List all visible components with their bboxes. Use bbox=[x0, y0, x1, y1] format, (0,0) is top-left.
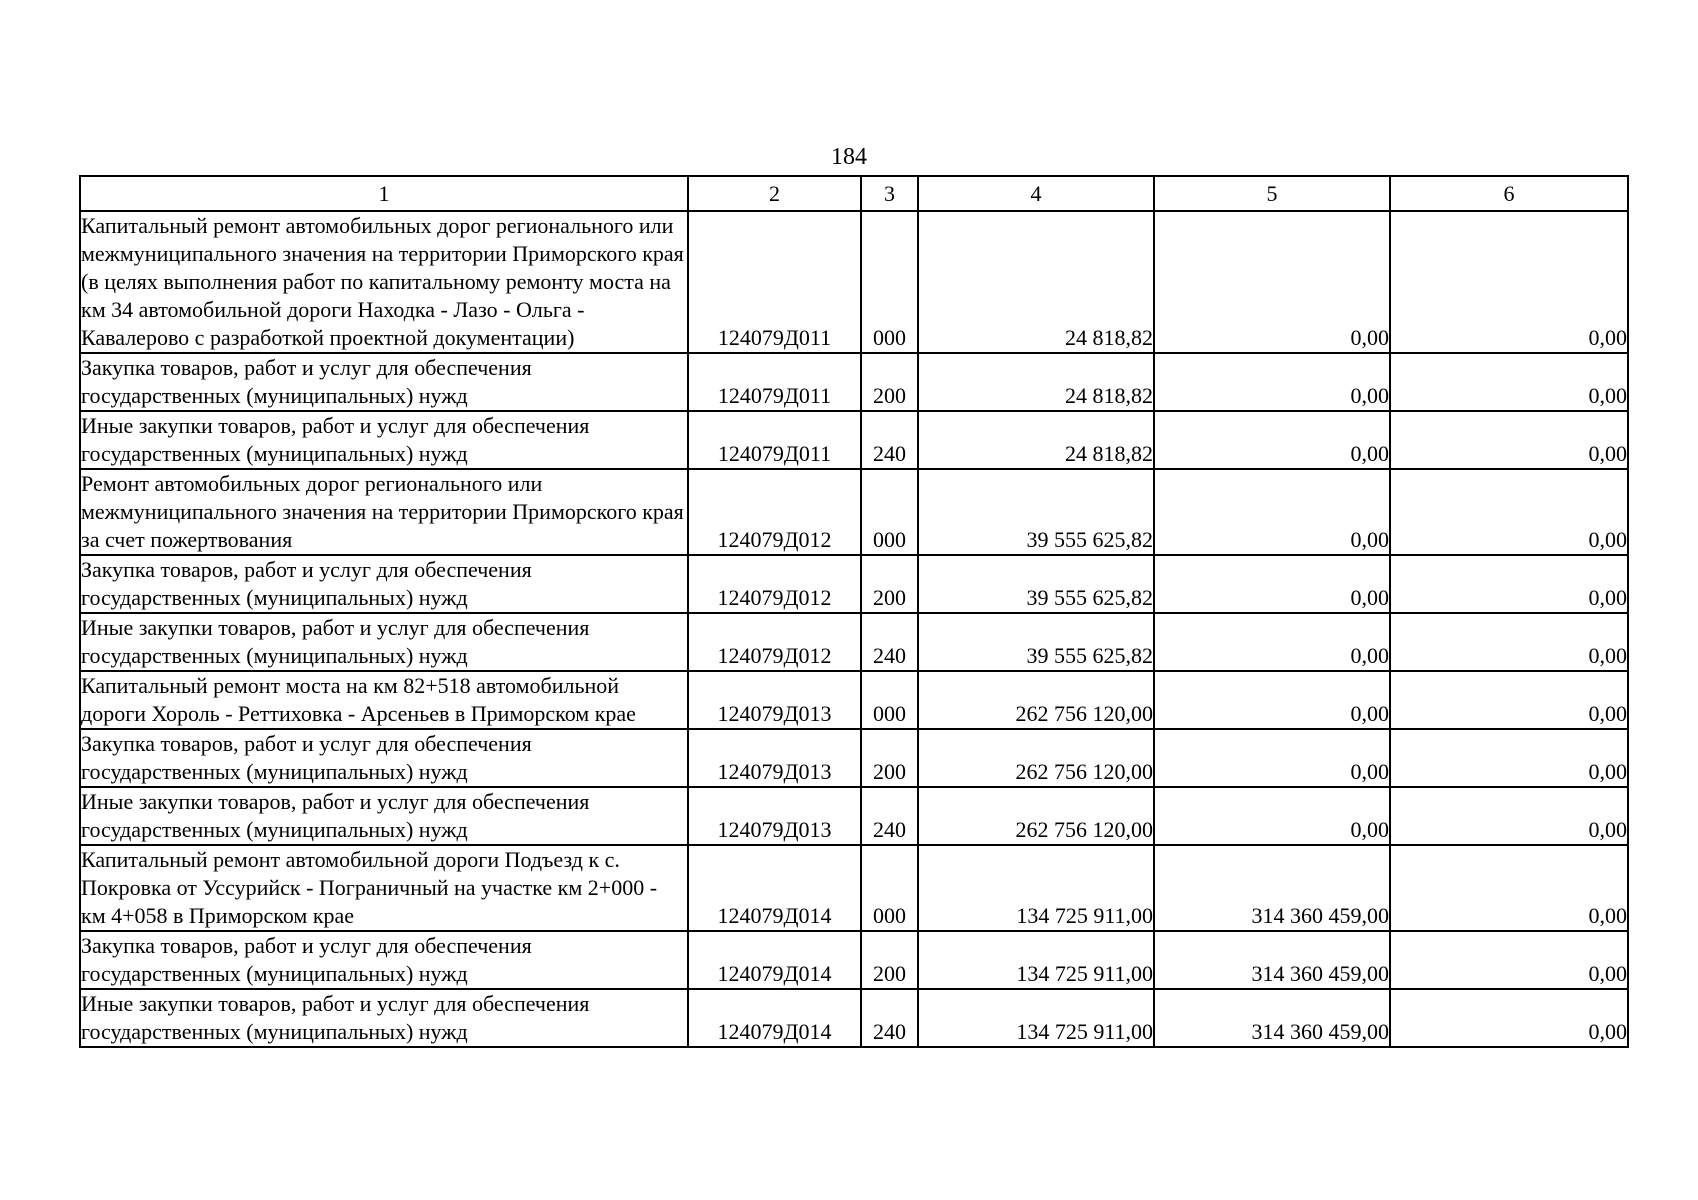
row-name: Капитальный ремонт моста на км 82+518 автомобильной дороги Хороль - Реттиховка - Арсеньев в Приморском крае bbox=[80, 671, 688, 729]
column-header-4: 4 bbox=[918, 176, 1154, 211]
row-expense-type: 200 bbox=[861, 555, 918, 613]
row-target-code: 124079Д013 bbox=[688, 729, 861, 787]
row-target-code: 124079Д013 bbox=[688, 671, 861, 729]
row-name: Иные закупки товаров, работ и услуг для обеспечения государственных (муниципальных) нужд bbox=[80, 787, 688, 845]
row-target-code: 124079Д012 bbox=[688, 469, 861, 555]
row-amount-col6: 0,00 bbox=[1390, 555, 1628, 613]
row-amount-col6: 0,00 bbox=[1390, 353, 1628, 411]
table-body bbox=[80, 211, 1628, 1047]
row-amount-col4: 134 725 911,00 bbox=[918, 845, 1154, 931]
row-expense-type: 000 bbox=[861, 469, 918, 555]
row-target-code: 124079Д012 bbox=[688, 613, 861, 671]
row-name: Закупка товаров, работ и услуг для обеспечения государственных (муниципальных) нужд bbox=[80, 729, 688, 787]
table-row bbox=[80, 729, 1628, 787]
table-row bbox=[80, 931, 1628, 989]
row-amount-col4: 262 756 120,00 bbox=[918, 671, 1154, 729]
row-expense-type: 200 bbox=[861, 931, 918, 989]
row-expense-type: 200 bbox=[861, 353, 918, 411]
row-amount-col5: 314 360 459,00 bbox=[1154, 845, 1390, 931]
row-amount-col5: 0,00 bbox=[1154, 671, 1390, 729]
table-row bbox=[80, 787, 1628, 845]
row-target-code: 124079Д014 bbox=[688, 845, 861, 931]
row-amount-col4: 134 725 911,00 bbox=[918, 931, 1154, 989]
column-header-3: 3 bbox=[861, 176, 918, 211]
row-amount-col5: 314 360 459,00 bbox=[1154, 931, 1390, 989]
table-row bbox=[80, 845, 1628, 931]
row-amount-col6: 0,00 bbox=[1390, 989, 1628, 1047]
row-name: Закупка товаров, работ и услуг для обеспечения государственных (муниципальных) нужд bbox=[80, 353, 688, 411]
row-amount-col4: 24 818,82 bbox=[918, 211, 1154, 353]
row-amount-col5: 0,00 bbox=[1154, 787, 1390, 845]
row-target-code: 124079Д014 bbox=[688, 989, 861, 1047]
row-target-code: 124079Д012 bbox=[688, 555, 861, 613]
page-number: 184 bbox=[831, 144, 867, 170]
table-row bbox=[80, 411, 1628, 469]
row-amount-col4: 24 818,82 bbox=[918, 411, 1154, 469]
row-amount-col6: 0,00 bbox=[1390, 787, 1628, 845]
header-row bbox=[80, 176, 1628, 211]
column-header-1: 1 bbox=[80, 176, 688, 211]
row-amount-col6: 0,00 bbox=[1390, 671, 1628, 729]
row-target-code: 124079Д014 bbox=[688, 931, 861, 989]
row-amount-col6: 0,00 bbox=[1390, 411, 1628, 469]
row-amount-col4: 262 756 120,00 bbox=[918, 787, 1154, 845]
row-name: Капитальный ремонт автомобильных дорог регионального или межмуниципального значения на территории Приморского края (в целях выполнения работ по капитальному ремонту моста на км 34 автомобильной дороги Находка - Лазо - Ольга - Кавалерово с разработкой проектной документации) bbox=[80, 211, 688, 353]
row-amount-col4: 39 555 625,82 bbox=[918, 555, 1154, 613]
row-expense-type: 000 bbox=[861, 671, 918, 729]
row-expense-type: 000 bbox=[861, 211, 918, 353]
row-expense-type: 200 bbox=[861, 729, 918, 787]
table-row bbox=[80, 613, 1628, 671]
budget-table bbox=[79, 175, 1629, 1048]
row-target-code: 124079Д013 bbox=[688, 787, 861, 845]
column-header-5: 5 bbox=[1154, 176, 1390, 211]
row-amount-col4: 262 756 120,00 bbox=[918, 729, 1154, 787]
row-target-code: 124079Д011 bbox=[688, 411, 861, 469]
row-amount-col5: 0,00 bbox=[1154, 469, 1390, 555]
table-row bbox=[80, 211, 1628, 353]
row-expense-type: 240 bbox=[861, 411, 918, 469]
row-amount-col6: 0,00 bbox=[1390, 931, 1628, 989]
row-amount-col5: 0,00 bbox=[1154, 211, 1390, 353]
row-name: Иные закупки товаров, работ и услуг для обеспечения государственных (муниципальных) нужд bbox=[80, 989, 688, 1047]
row-expense-type: 240 bbox=[861, 613, 918, 671]
row-amount-col4: 39 555 625,82 bbox=[918, 469, 1154, 555]
row-amount-col6: 0,00 bbox=[1390, 613, 1628, 671]
row-amount-col5: 0,00 bbox=[1154, 411, 1390, 469]
row-name: Иные закупки товаров, работ и услуг для обеспечения государственных (муниципальных) нужд bbox=[80, 411, 688, 469]
row-name: Ремонт автомобильных дорог регионального или межмуниципального значения на территории Приморского края за счет пожертвования bbox=[80, 469, 688, 555]
row-expense-type: 000 bbox=[861, 845, 918, 931]
row-amount-col4: 134 725 911,00 bbox=[918, 989, 1154, 1047]
table-row bbox=[80, 469, 1628, 555]
row-amount-col5: 314 360 459,00 bbox=[1154, 989, 1390, 1047]
row-amount-col6: 0,00 bbox=[1390, 729, 1628, 787]
row-amount-col5: 0,00 bbox=[1154, 613, 1390, 671]
row-name: Иные закупки товаров, работ и услуг для обеспечения государственных (муниципальных) нужд bbox=[80, 613, 688, 671]
table-row bbox=[80, 555, 1628, 613]
row-target-code: 124079Д011 bbox=[688, 353, 861, 411]
row-expense-type: 240 bbox=[861, 989, 918, 1047]
table-row bbox=[80, 989, 1628, 1047]
column-header-6: 6 bbox=[1390, 176, 1628, 211]
column-header-2: 2 bbox=[688, 176, 861, 211]
row-amount-col5: 0,00 bbox=[1154, 353, 1390, 411]
row-amount-col4: 39 555 625,82 bbox=[918, 613, 1154, 671]
row-name: Капитальный ремонт автомобильной дороги Подъезд к с. Покровка от Уссурийск - Пограничный на участке км 2+000 - км 4+058 в Приморском крае bbox=[80, 845, 688, 931]
row-amount-col6: 0,00 bbox=[1390, 211, 1628, 353]
row-amount-col5: 0,00 bbox=[1154, 555, 1390, 613]
table-row bbox=[80, 671, 1628, 729]
table-row bbox=[80, 353, 1628, 411]
row-target-code: 124079Д011 bbox=[688, 211, 861, 353]
row-amount-col6: 0,00 bbox=[1390, 469, 1628, 555]
row-amount-col5: 0,00 bbox=[1154, 729, 1390, 787]
row-name: Закупка товаров, работ и услуг для обеспечения государственных (муниципальных) нужд bbox=[80, 931, 688, 989]
row-expense-type: 240 bbox=[861, 787, 918, 845]
row-amount-col4: 24 818,82 bbox=[918, 353, 1154, 411]
row-name: Закупка товаров, работ и услуг для обеспечения государственных (муниципальных) нужд bbox=[80, 555, 688, 613]
row-amount-col6: 0,00 bbox=[1390, 845, 1628, 931]
